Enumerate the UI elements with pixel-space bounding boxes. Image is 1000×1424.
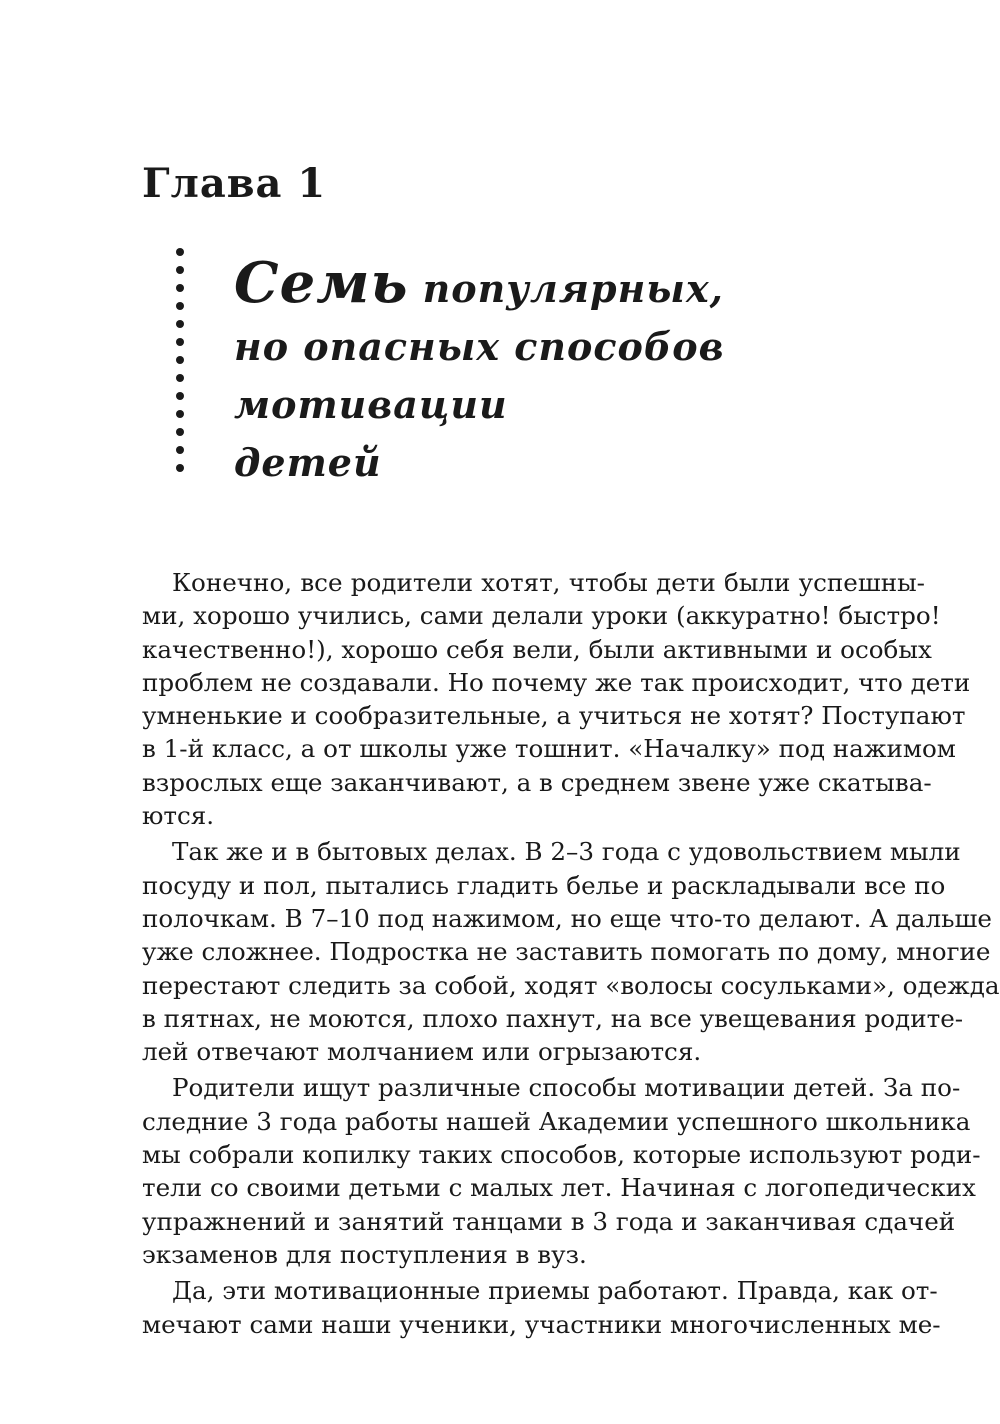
text-line: тели со своими детьми с малых лет. Начиная с логопедических xyxy=(142,1173,976,1203)
dot xyxy=(176,266,184,274)
text-line: следние 3 года работы нашей Академии успешного школьника xyxy=(142,1106,971,1136)
dot xyxy=(176,392,184,400)
paragraph xyxy=(142,1274,941,1341)
title-line-4: детей xyxy=(234,440,382,485)
text-line: лей отвечают молчанием или огрызаются. xyxy=(142,1037,702,1067)
text-line: проблем не создавали. Но почему же так происходит, что дети xyxy=(142,667,971,697)
dot xyxy=(176,374,184,382)
text-line: Конечно, все родители хотят, чтобы дети были успешны- xyxy=(172,568,925,597)
text-line: мы собрали копилку таких способов, которые используют роди- xyxy=(142,1140,981,1170)
paragraph xyxy=(142,835,1000,1068)
decorative-dots xyxy=(176,248,186,478)
body-text xyxy=(142,566,1000,1341)
title-line-1 xyxy=(234,248,854,318)
text-line: качественно!), хорошо себя вели, были активными и особых xyxy=(142,634,932,664)
title-line-2: но опасных способов xyxy=(234,324,725,369)
text-line: в 1-й класс, а от школы уже тошнит. «Началку» под нажимом xyxy=(142,734,956,764)
dot xyxy=(176,248,184,256)
dot xyxy=(176,464,184,472)
text-line: уже сложнее. Подростка не заставить помогать по дому, многие xyxy=(142,937,991,967)
text-line: полочкам. В 7–10 под нажимом, но еще что-то делают. А дальше xyxy=(142,903,992,933)
dot xyxy=(176,320,184,328)
dot xyxy=(176,446,184,454)
title-line-3: мотивации xyxy=(234,382,508,427)
text-line: Родители ищут различные способы мотивации детей. За по- xyxy=(172,1073,961,1103)
text-line: посуду и пол, пытались гладить белье и раскладывали все по xyxy=(142,870,946,900)
title-big-word: Семь xyxy=(234,250,409,316)
text-line: ются. xyxy=(142,801,215,831)
text-line: в пятнах, не моются, плохо пахнут, на все увещевания родите- xyxy=(142,1003,964,1033)
chapter-title xyxy=(234,248,854,492)
text-line: взрослых еще заканчивают, а в среднем звене уже скатыва- xyxy=(142,767,932,797)
text-line: упражнений и занятий танцами в 3 года и заканчивая сдачей xyxy=(142,1206,956,1236)
text-line: ми, хорошо учились, сами делали уроки (аккуратно! быстро! xyxy=(142,601,941,631)
text-line: перестают следить за собой, ходят «волосы сосульками», одежда xyxy=(142,970,1000,1000)
title-line-1-rest: популярных, xyxy=(422,266,724,311)
text-line: Да, эти мотивационные приемы работают. Правда, как от- xyxy=(172,1276,938,1306)
dot xyxy=(176,302,184,310)
chapter-label: Глава 1 xyxy=(142,160,327,207)
dot xyxy=(176,410,184,418)
text-line: мечают сами наши ученики, участники многочисленных ме- xyxy=(142,1309,941,1339)
text-line: Так же и в бытовых делах. В 2–3 года с удовольствием мыли xyxy=(172,837,961,867)
dot xyxy=(176,428,184,436)
text-line: умненькие и сообразительные, а учиться не хотят? Поступают xyxy=(142,701,966,731)
dot xyxy=(176,338,184,346)
paragraph xyxy=(142,566,971,832)
dot xyxy=(176,356,184,364)
dot xyxy=(176,284,184,292)
text-line: экзаменов для поступления в вуз. xyxy=(142,1239,587,1269)
paragraph xyxy=(142,1071,981,1271)
